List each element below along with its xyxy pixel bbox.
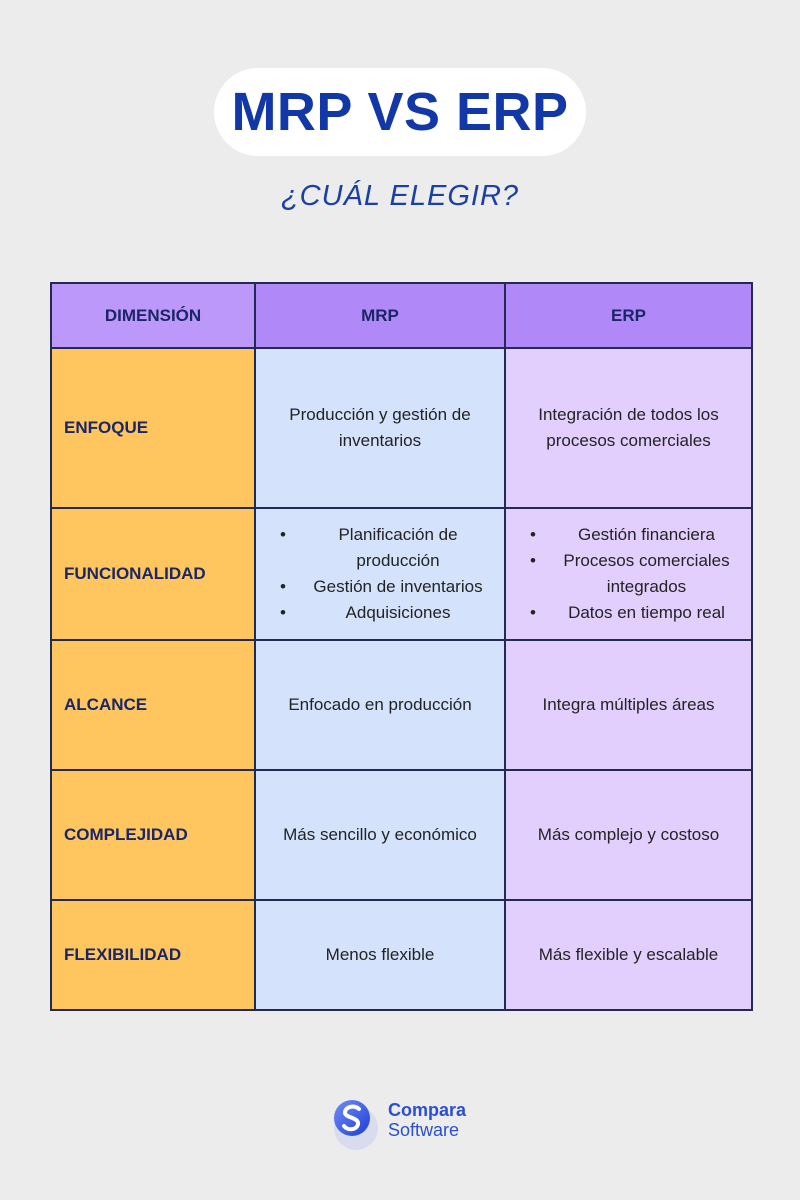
table-row-enfoque: [51, 348, 752, 508]
header-dimension: DIMENSIÓN: [51, 283, 255, 348]
mrp-cell: [255, 508, 505, 640]
compara-s-logo-icon: [326, 1088, 380, 1152]
mrp-cell: Más sencillo y económico: [255, 770, 505, 900]
table-row-flexibilidad: [51, 900, 752, 1010]
erp-cell: Integra múltiples áreas: [505, 640, 752, 770]
title-pill: [214, 68, 586, 156]
logo-text-software: Software: [388, 1120, 460, 1140]
bullet-icon: •: [530, 525, 536, 544]
bullet-icon: •: [530, 603, 536, 622]
bullet-icon: •: [280, 577, 286, 596]
compara-software-logo: [326, 1088, 466, 1152]
list-item: • Planificación de producción: [266, 522, 494, 574]
erp-cell: Más complejo y costoso: [505, 770, 752, 900]
erp-bullet-list: [516, 522, 741, 626]
bullet-icon: •: [530, 551, 536, 570]
list-item: • Procesos comerciales integrados: [516, 548, 741, 600]
comparison-table: [50, 282, 753, 1011]
list-item: • Adquisiciones: [266, 600, 494, 626]
dimension-cell: FUNCIONALIDAD: [51, 508, 255, 640]
erp-cell: Integración de todos los procesos comerciales: [505, 348, 752, 508]
header-mrp: MRP: [255, 283, 505, 348]
dimension-cell: FLEXIBILIDAD: [51, 900, 255, 1010]
logo-text-compara: Compara: [388, 1100, 467, 1120]
mrp-bullet-list: [266, 522, 494, 626]
page-subtitle: ¿CUÁL ELEGIR?: [280, 180, 520, 212]
table-row-alcance: [51, 640, 752, 770]
mrp-cell: Producción y gestión de inventarios: [255, 348, 505, 508]
dimension-cell: ENFOQUE: [51, 348, 255, 508]
header-erp: ERP: [505, 283, 752, 348]
mrp-cell: Menos flexible: [255, 900, 505, 1010]
dimension-cell: COMPLEJIDAD: [51, 770, 255, 900]
list-item: • Gestión financiera: [516, 522, 741, 548]
table-row-complejidad: [51, 770, 752, 900]
bullet-icon: •: [280, 525, 286, 544]
mrp-cell: Enfocado en producción: [255, 640, 505, 770]
page-title: MRP VS ERP: [231, 82, 569, 142]
erp-cell: [505, 508, 752, 640]
table-header-row: [51, 283, 752, 348]
erp-cell: Más flexible y escalable: [505, 900, 752, 1010]
table-row-funcionalidad: [51, 508, 752, 640]
bullet-icon: •: [280, 603, 286, 622]
list-item: • Gestión de inventarios: [266, 574, 494, 600]
list-item: • Datos en tiempo real: [516, 600, 741, 626]
dimension-cell: ALCANCE: [51, 640, 255, 770]
